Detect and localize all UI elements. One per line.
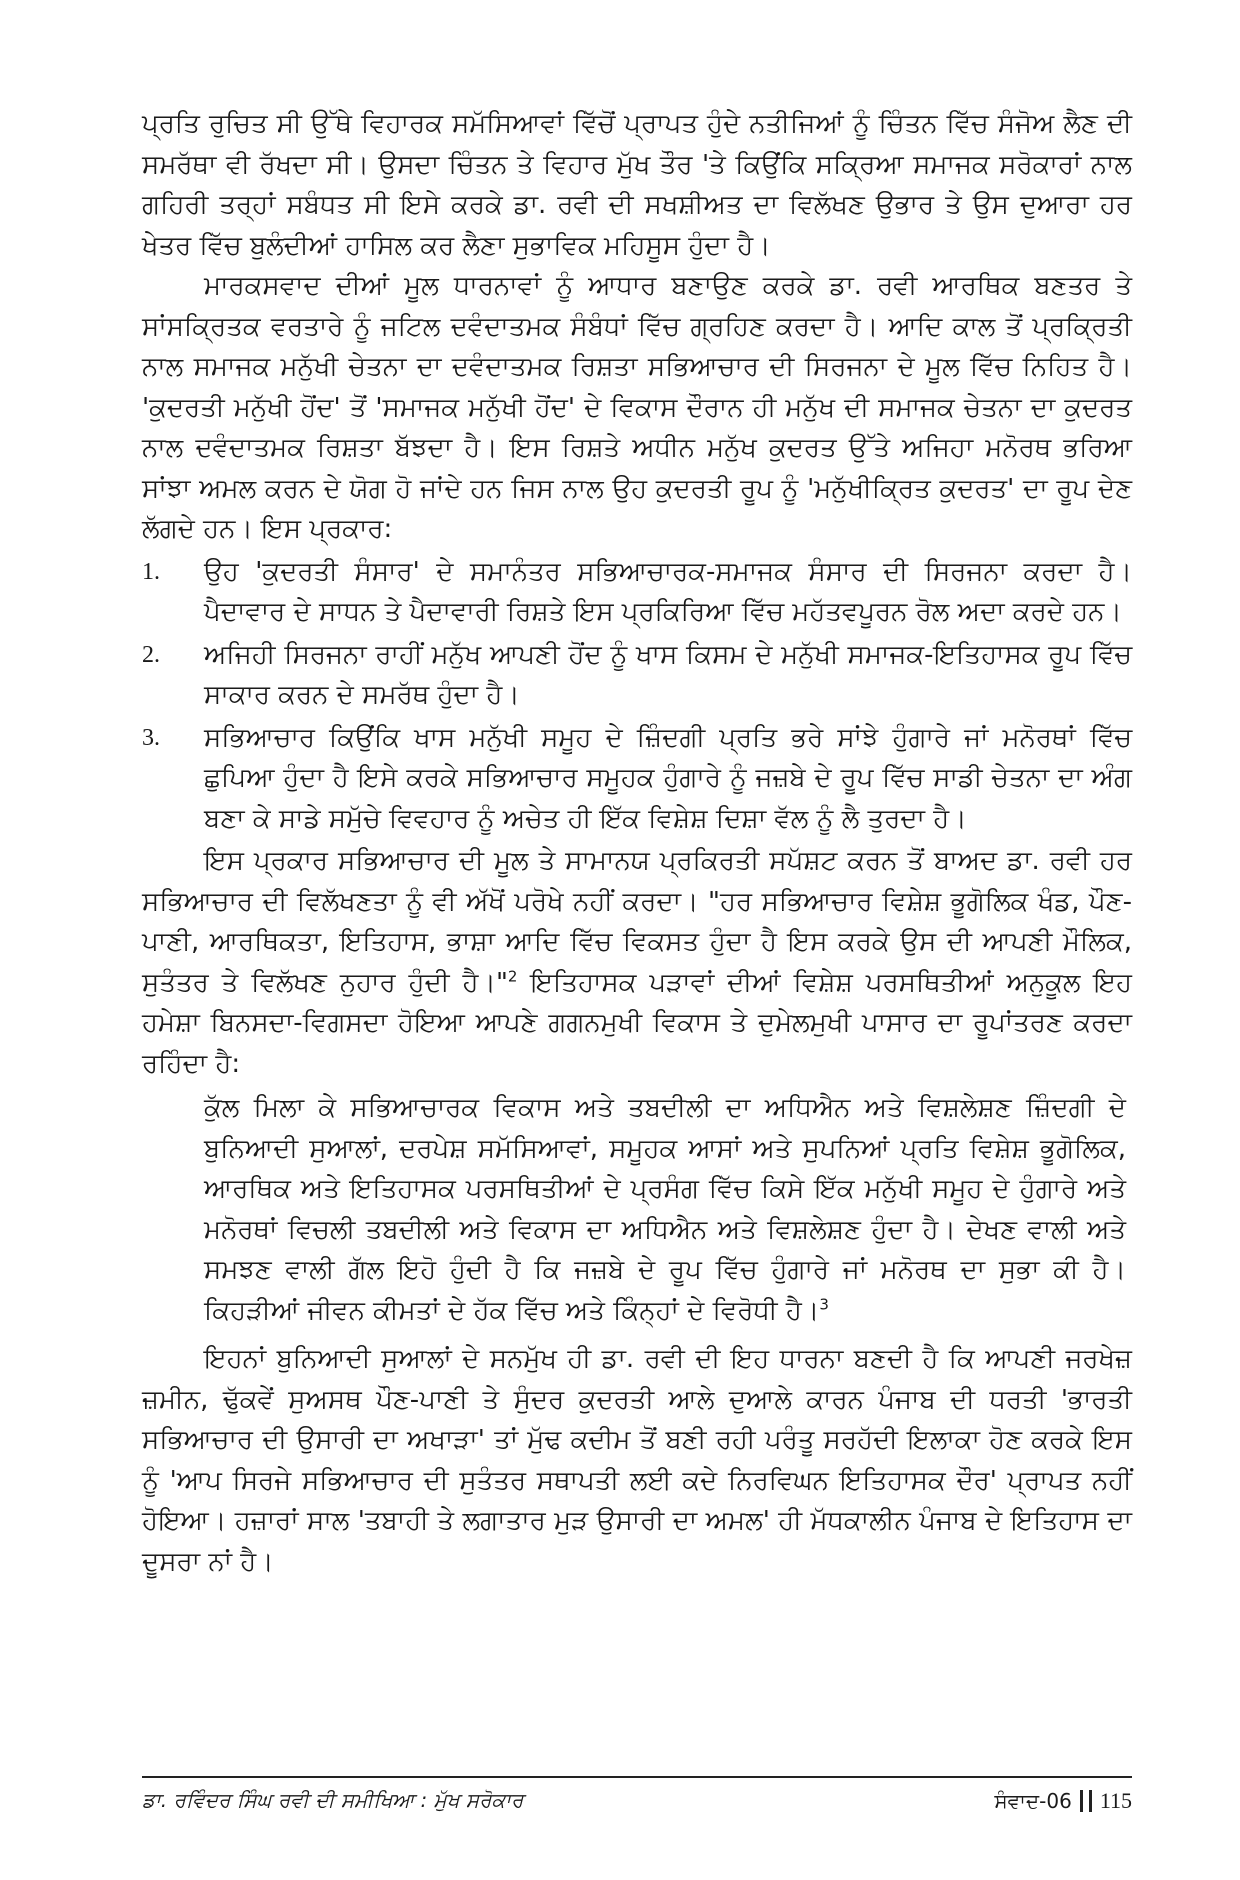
page-footer: [142, 1776, 1132, 1818]
list-number: 3.: [142, 724, 160, 751]
paragraph-culture-text: ਇਸ ਪ੍ਰਕਾਰ ਸਭਿਆਚਾਰ ਦੀ ਮੂਲ ਤੇ ਸਾਮਾਨਯ ਪ੍ਰਕਿਰਤੀ ਸਪੱਸ਼ਟ ਕਰਨ ਤੋਂ ਬਾਅਦ ਡਾ. ਰਵੀ ਹਰ ਸਭਿਆਚਾਰ ਦੀ ਵਿਲੱਖਣਤਾ ਨੂੰ ਵੀ ਅੱਖੋਂ ਪਰੋਖੇ ਨਹੀਂ ਕਰਦਾ। "ਹਰ ਸਭਿਆਚਾਰ ਵਿਸ਼ੇਸ਼ ਭੂਗੋਲਿਕ ਖੰਡ, ਪੌਣ-ਪਾਣੀ, ਆਰਥਿਕਤਾ, ਇਤਿਹਾਸ, ਭਾਸ਼ਾ ਆਦਿ ਵਿੱਚ ਵਿਕਸਤ ਹੁੰਦਾ ਹੈ ਇਸ ਕਰਕੇ ਉਸ ਦੀ ਆਪਣੀ ਮੌਲਿਕ, ਸੁਤੰਤਰ ਤੇ ਵਿਲੱਖਣ ਨੁਹਾਰ ਹੁੰਦੀ ਹੈ।": [142, 846, 1132, 998]
list-number: 1.: [142, 558, 160, 585]
list-item: [142, 552, 1132, 633]
paragraph-punjab: ਇਹਨਾਂ ਬੁਨਿਆਦੀ ਸੁਆਲਾਂ ਦੇ ਸਨਮੁੱਖ ਹੀ ਡਾ. ਰਵੀ ਦੀ ਇਹ ਧਾਰਨਾ ਬਣਦੀ ਹੈ ਕਿ ਆਪਣੀ ਜਰਖੇਜ਼ ਜ਼ਮੀਨ, ਢੁੱਕਵੇਂ ਸੁਅਸਥ ਪੌਣ-ਪਾਣੀ ਤੇ ਸੁੰਦਰ ਕੁਦਰਤੀ ਆਲੇ ਦੁਆਲੇ ਕਾਰਨ ਪੰਜਾਬ ਦੀ ਧਰਤੀ 'ਭਾਰਤੀ ਸਭਿਆਚਾਰ ਦੀ ਉਸਾਰੀ ਦਾ ਅਖਾੜਾ' ਤਾਂ ਮੁੱਢ ਕਦੀਮ ਤੋਂ ਬਣੀ ਰਹੀ ਪਰੰਤੂ ਸਰਹੱਦੀ ਇਲਾਕਾ ਹੋਣ ਕਰਕੇ ਇਸ ਨੂੰ 'ਆਪ ਸਿਰਜੇ ਸਭਿਆਚਾਰ ਦੀ ਸੁਤੰਤਰ ਸਥਾਪਤੀ ਲਈ ਕਦੇ ਨਿਰਵਿਘਨ ਇਤਿਹਾਸਕ ਦੌਰ' ਪ੍ਰਾਪਤ ਨਹੀਂ ਹੋਇਆ। ਹਜ਼ਾਰਾਂ ਸਾਲ 'ਤਬਾਹੀ ਤੇ ਲਗਾਤਾਰ ਮੁੜ ਉਸਾਰੀ ਦਾ ਅਮਲ' ਹੀ ਮੱਧਕਾਲੀਨ ਪੰਜਾਬ ਦੇ ਇਤਿਹਾਸ ਦਾ ਦੂਸਰਾ ਨਾਂ ਹੈ।: [142, 1344, 1132, 1577]
list-number: 2.: [142, 641, 160, 668]
paragraph-marxism: ਮਾਰਕਸਵਾਦ ਦੀਆਂ ਮੂਲ ਧਾਰਨਾਵਾਂ ਨੂੰ ਆਧਾਰ ਬਣਾਉਣ ਕਰਕੇ ਡਾ. ਰਵੀ ਆਰਥਿਕ ਬਣਤਰ ਤੇ ਸਾਂਸਕ੍ਰਿਤਕ ਵਰਤਾਰੇ ਨੂੰ ਜਟਿਲ ਦਵੰਦਾਤਮਕ ਸੰਬੰਧਾਂ ਵਿੱਚ ਗ੍ਰਹਿਣ ਕਰਦਾ ਹੈ। ਆਦਿ ਕਾਲ ਤੋਂ ਪ੍ਰਕ੍ਰਿਤੀ ਨਾਲ ਸਮਾਜਕ ਮਨੁੱਖੀ ਚੇਤਨਾ ਦਾ ਦਵੰਦਾਤਮਕ ਰਿਸ਼ਤਾ ਸਭਿਆਚਾਰ ਦੀ ਸਿਰਜਨਾ ਦੇ ਮੂਲ ਵਿੱਚ ਨਿਹਿਤ ਹੈ। 'ਕੁਦਰਤੀ ਮਨੁੱਖੀ ਹੋਂਦ' ਤੋਂ 'ਸਮਾਜਕ ਮਨੁੱਖੀ ਹੋਂਦ' ਦੇ ਵਿਕਾਸ ਦੌਰਾਨ ਹੀ ਮਨੁੱਖ ਦੀ ਸਮਾਜਕ ਚੇਤਨਾ ਦਾ ਕੁਦਰਤ ਨਾਲ ਦਵੰਦਾਤਮਕ ਰਿਸ਼ਤਾ ਬੱਝਦਾ ਹੈ। ਇਸ ਰਿਸ਼ਤੇ ਅਧੀਨ ਮਨੁੱਖ ਕੁਦਰਤ ਉੱਤੇ ਅਜਿਹਾ ਮਨੋਰਥ ਭਰਿਆ ਸਾਂਝਾ ਅਮਲ ਕਰਨ ਦੇ ਯੋਗ ਹੋ ਜਾਂਦੇ ਹਨ ਜਿਸ ਨਾਲ ਉਹ ਕੁਦਰਤੀ ਰੂਪ ਨੂੰ 'ਮਨੁੱਖੀਕ੍ਰਿਤ ਕੁਦਰਤ' ਦਾ ਰੂਪ ਦੇਣ ਲੱਗਦੇ ਹਨ। ਇਸ ਪ੍ਰਕਾਰ:: [142, 271, 1132, 544]
list-item-text: ਉਹ 'ਕੁਦਰਤੀ ਸੰਸਾਰ' ਦੇ ਸਮਾਨੰਤਰ ਸਭਿਆਚਾਰਕ-ਸਮਾਜਕ ਸੰਸਾਰ ਦੀ ਸਿਰਜਨਾ ਕਰਦਾ ਹੈ। ਪੈਦਾਵਾਰ ਦੇ ਸਾਧਨ ਤੇ ਪੈਦਾਵਾਰੀ ਰਿਸ਼ਤੇ ਇਸ ਪ੍ਰਕਿਰਿਆ ਵਿੱਚ ਮਹੱਤਵਪੂਰਨ ਰੋਲ ਅਦਾ ਕਰਦੇ ਹਨ।: [204, 556, 1132, 627]
list-item: [142, 635, 1132, 716]
list-item-text: ਅਜਿਹੀ ਸਿਰਜਨਾ ਰਾਹੀਂ ਮਨੁੱਖ ਆਪਣੀ ਹੋਂਦ ਨੂੰ ਖਾਸ ਕਿਸਮ ਦੇ ਮਨੁੱਖੀ ਸਮਾਜਕ-ਇਤਿਹਾਸਕ ਰੂਪ ਵਿੱਚ ਸਾਕਾਰ ਕਰਨ ਦੇ ਸਮਰੱਥ ਹੁੰਦਾ ਹੈ।: [204, 639, 1132, 710]
paragraph-intro: ਪ੍ਰਤਿ ਰੁਚਿਤ ਸੀ ਉੱਥੇ ਵਿਹਾਰਕ ਸਮੱਸਿਆਵਾਂ ਵਿੱਚੋਂ ਪ੍ਰਾਪਤ ਹੁੰਦੇ ਨਤੀਜਿਆਂ ਨੂੰ ਚਿੰਤਨ ਵਿੱਚ ਸੰਜੋਅ ਲੈਣ ਦੀ ਸਮਰੱਥਾ ਵੀ ਰੱਖਦਾ ਸੀ। ਉਸਦਾ ਚਿੰਤਨ ਤੇ ਵਿਹਾਰ ਮੁੱਖ ਤੌਰ 'ਤੇ ਕਿਉਂਕਿ ਸਕ੍ਰਿਆ ਸਮਾਜਕ ਸਰੋਕਾਰਾਂ ਨਾਲ ਗਹਿਰੀ ਤਰ੍ਹਾਂ ਸਬੰਧਤ ਸੀ ਇਸੇ ਕਰਕੇ ਡਾ. ਰਵੀ ਦੀ ਸਖਸ਼ੀਅਤ ਦਾ ਵਿਲੱਖਣ ਉਭਾਰ ਤੇ ਉਸ ਦੁਆਰਾ ਹਰ ਖੇਤਰ ਵਿੱਚ ਬੁਲੰਦੀਆਂ ਹਾਸਿਲ ਕਰ ਲੈਣਾ ਸੁਭਾਵਿਕ ਮਹਿਸੂਸ ਹੁੰਦਾ ਹੈ।: [142, 109, 1132, 261]
footnote-marker: 2: [507, 966, 518, 985]
block-quote: [204, 1088, 1126, 1331]
paragraph-culture-rest: ਇਤਿਹਾਸਕ ਪੜਾਵਾਂ ਦੀਆਂ ਵਿਸ਼ੇਸ਼ ਪਰਸਥਿਤੀਆਂ ਅਨੁਕੂਲ ਇਹ ਹਮੇਸ਼ਾ ਬਿਨਸਦਾ-ਵਿਗਸਦਾ ਹੋਇਆ ਆਪਣੇ ਗਗਨਮੁਖੀ ਵਿਕਾਸ ਤੇ ਦੁਮੇਲਮੁਖੀ ਪਾਸਾਰ ਦਾ ਰੂਪਾਂਤਰਣ ਕਰਦਾ ਰਹਿੰਦਾ ਹੈ:: [142, 967, 1132, 1079]
separator-bars-icon: [1080, 1790, 1092, 1812]
block-quote-text: ਕੁੱਲ ਮਿਲਾ ਕੇ ਸਭਿਆਚਾਰਕ ਵਿਕਾਸ ਅਤੇ ਤਬਦੀਲੀ ਦਾ ਅਧਿਐਨ ਅਤੇ ਵਿਸ਼ਲੇਸ਼ਣ ਜ਼ਿੰਦਗੀ ਦੇ ਬੁਨਿਆਦੀ ਸੁਆਲਾਂ, ਦਰਪੇਸ਼ ਸਮੱਸਿਆਵਾਂ, ਸਮੂਹਕ ਆਸਾਂ ਅਤੇ ਸੁਪਨਿਆਂ ਪ੍ਰਤਿ ਵਿਸ਼ੇਸ਼ ਭੂਗੋਲਿਕ, ਆਰਥਿਕ ਅਤੇ ਇਤਿਹਾਸਕ ਪਰਸਥਿਤੀਆਂ ਦੇ ਪ੍ਰਸੰਗ ਵਿੱਚ ਕਿਸੇ ਇੱਕ ਮਨੁੱਖੀ ਸਮੂਹ ਦੇ ਹੁੰਗਾਰੇ ਅਤੇ ਮਨੋਰਥਾਂ ਵਿਚਲੀ ਤਬਦੀਲੀ ਅਤੇ ਵਿਕਾਸ ਦਾ ਅਧਿਐਨ ਅਤੇ ਵਿਸ਼ਲੇਸ਼ਣ ਹੁੰਦਾ ਹੈ। ਦੇਖਣ ਵਾਲੀ ਅਤੇ ਸਮਝਣ ਵਾਲੀ ਗੱਲ ਇਹੋ ਹੁੰਦੀ ਹੈ ਕਿ ਜਜ਼ਬੇ ਦੇ ਰੂਪ ਵਿੱਚ ਹੁੰਗਾਰੇ ਜਾਂ ਮਨੋਰਥ ਦਾ ਸੁਭਾ ਕੀ ਹੈ। ਕਿਹੜੀਆਂ ਜੀਵਨ ਕੀਮਤਾਂ ਦੇ ਹੱਕ ਵਿੱਚ ਅਤੇ ਕਿੰਨ੍ਹਾਂ ਦੇ ਵਿਰੋਧੀ ਹੈ।: [204, 1093, 1127, 1326]
list-item: [142, 718, 1132, 840]
paragraph-culture: [142, 841, 1132, 1084]
footnote-marker: 3: [819, 1294, 829, 1313]
journal-name: ਸੰਵਾਦ-06: [994, 1789, 1072, 1813]
footer-right: [994, 1788, 1132, 1814]
page-body: [142, 104, 1132, 1582]
page-number: 115: [1099, 1788, 1132, 1813]
list-item-text: ਸਭਿਆਚਾਰ ਕਿਉਂਕਿ ਖਾਸ ਮਨੁੱਖੀ ਸਮੂਹ ਦੇ ਜ਼ਿੰਦਗੀ ਪ੍ਰਤਿ ਭਰੇ ਸਾਂਝੇ ਹੁੰਗਾਰੇ ਜਾਂ ਮਨੋਰਥਾਂ ਵਿੱਚ ਛੁਪਿਆ ਹੁੰਦਾ ਹੈ ਇਸੇ ਕਰਕੇ ਸਭਿਆਚਾਰ ਸਮੂਹਕ ਹੁੰਗਾਰੇ ਨੂੰ ਜਜ਼ਬੇ ਦੇ ਰੂਪ ਵਿੱਚ ਸਾਡੀ ਚੇਤਨਾ ਦਾ ਅੰਗ ਬਣਾ ਕੇ ਸਾਡੇ ਸਮੁੱਚੇ ਵਿਵਹਾਰ ਨੂੰ ਅਚੇਤ ਹੀ ਇੱਕ ਵਿਸ਼ੇਸ਼ ਦਿਸ਼ਾ ਵੱਲ ਨੂੰ ਲੈ ਤੁਰਦਾ ਹੈ।: [204, 722, 1132, 834]
numbered-list: [142, 552, 1132, 840]
running-title: ਡਾ. ਰਵਿੰਦਰ ਸਿੰਘ ਰਵੀ ਦੀ ਸਮੀਖਿਆ : ਮੁੱਖ ਸਰੋਕਾਰ: [142, 1788, 524, 1812]
